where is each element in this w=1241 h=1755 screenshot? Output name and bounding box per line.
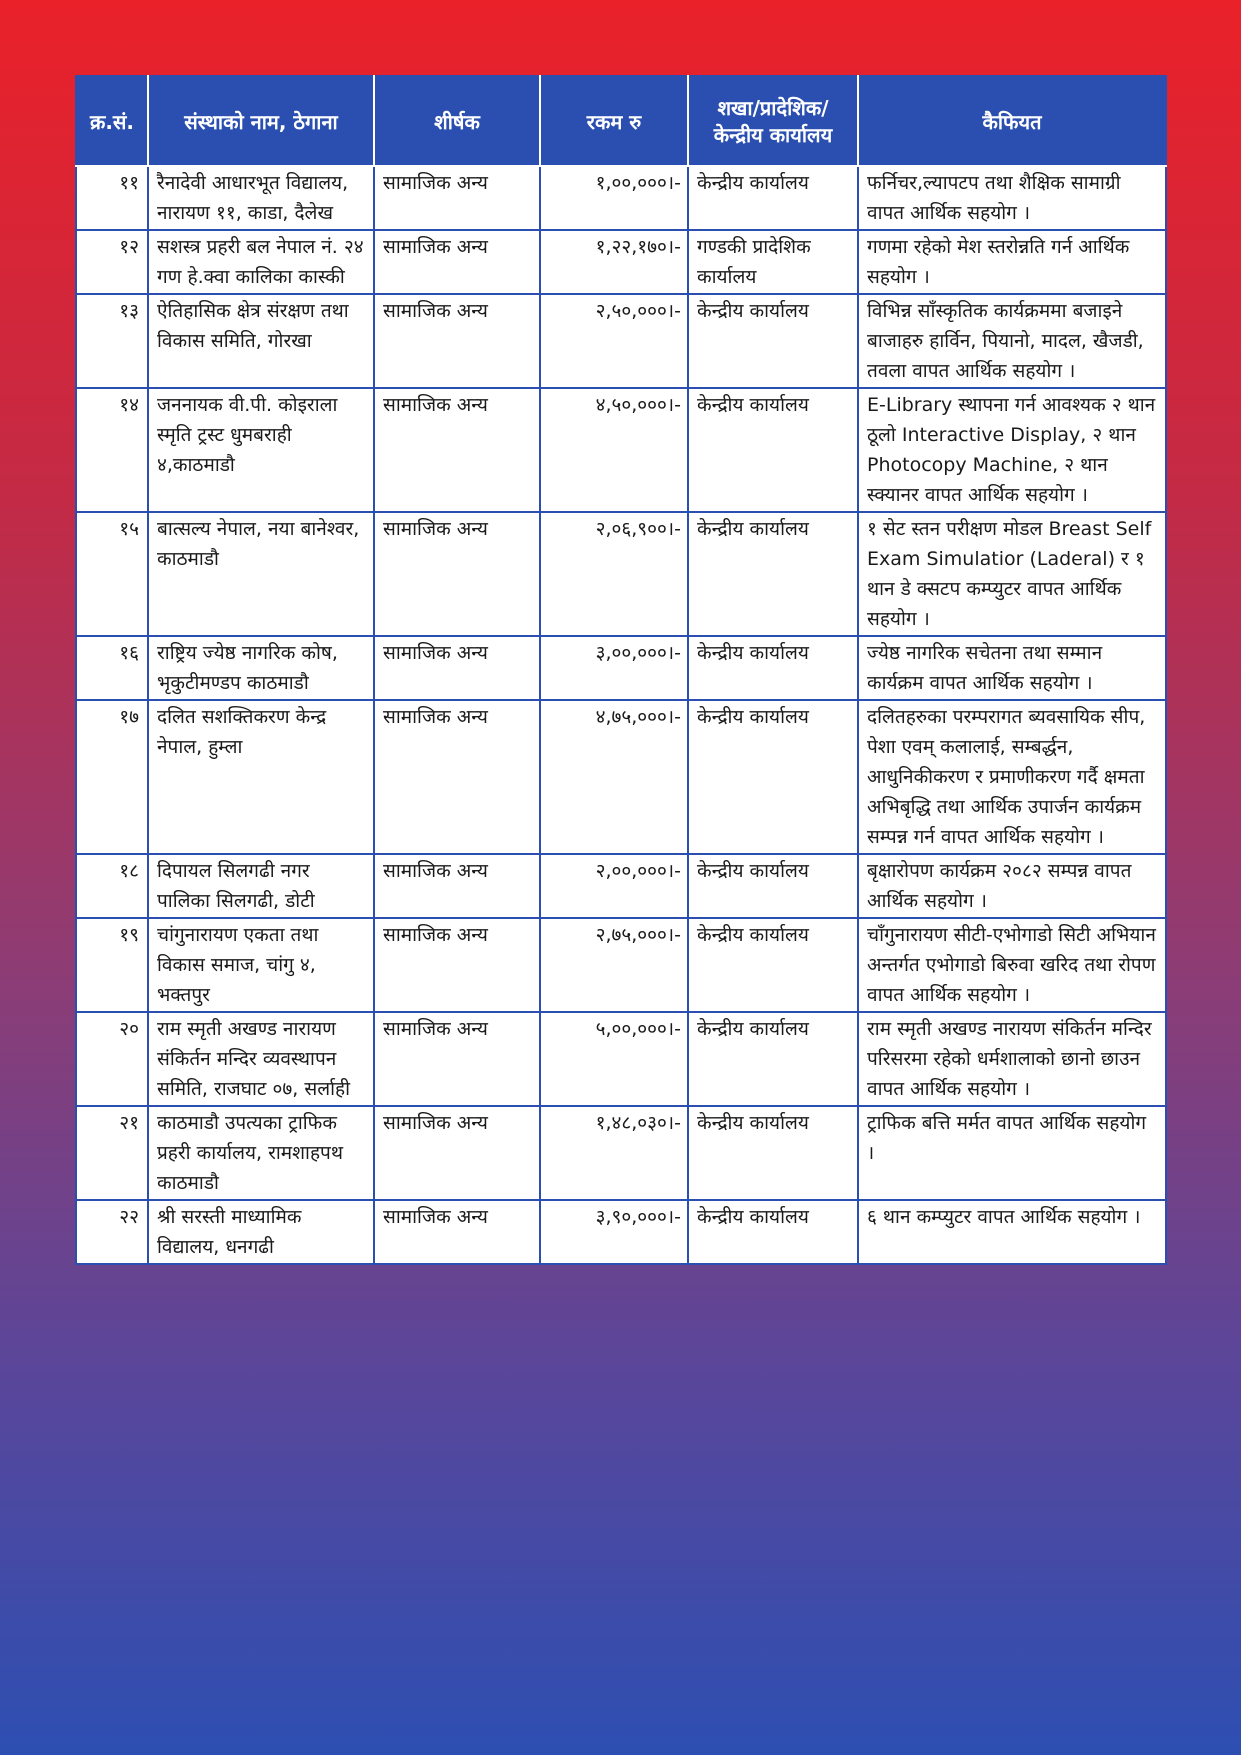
table-body: [76, 166, 1166, 1264]
cell-organization: काठमाडौ उपत्यका ट्राफिक प्रहरी कार्यालय, रामशाहपथ काठमाडौ: [148, 1106, 374, 1200]
cell-amount: १,२२,१७०।-: [540, 230, 688, 294]
cell-serial-number: १३: [76, 294, 148, 388]
cell-remarks: गणमा रहेको मेश स्तरोन्नति गर्न आर्थिक सहयोग ।: [858, 230, 1166, 294]
cell-organization: श्री सरस्ती माध्यामिक विद्यालय, धनगढी: [148, 1200, 374, 1264]
cell-heading: सामाजिक अन्य: [374, 636, 540, 700]
cell-serial-number: १५: [76, 512, 148, 636]
cell-heading: सामाजिक अन्य: [374, 700, 540, 854]
cell-heading: सामाजिक अन्य: [374, 388, 540, 512]
table-row: [76, 700, 1166, 854]
cell-amount: २,५०,०००।-: [540, 294, 688, 388]
cell-remarks: दलितहरुका परम्परागत ब्यवसायिक सीप, पेशा एवम् कलालाई, सम्बर्द्धन, आधुनिकीकरण र प्रमाणीकरण गर्दै क्षमता अभिबृद्धि तथा आर्थिक उपार्जन कार्यक्रम सम्पन्न गर्न वापत आर्थिक सहयोग ।: [858, 700, 1166, 854]
cell-office: केन्द्रीय कार्यालय: [688, 636, 858, 700]
table-row: [76, 1200, 1166, 1264]
cell-organization: चांगुनारायण एकता तथा विकास समाज, चांगु ४, भक्तपुर: [148, 918, 374, 1012]
cell-office: गण्डकी प्रादेशिक कार्यालय: [688, 230, 858, 294]
cell-office: केन्द्रीय कार्यालय: [688, 166, 858, 230]
cell-remarks: E-Library स्थापना गर्न आवश्यक २ थान ठूलो Interactive Display, २ थान Photocopy Machine, २ थान स्क्यानर वापत आर्थिक सहयोग ।: [858, 388, 1166, 512]
cell-organization: राष्ट्रिय ज्येष्ठ नागरिक कोष, भृकुटीमण्डप काठमाडौ: [148, 636, 374, 700]
cell-remarks: बृक्षारोपण कार्यक्रम २०८२ सम्पन्न वापत आर्थिक सहयोग ।: [858, 854, 1166, 918]
cell-amount: १,००,०००।-: [540, 166, 688, 230]
header-office-line1: शखा/प्रादेशिक/: [717, 96, 829, 120]
cell-amount: ३,९०,०००।-: [540, 1200, 688, 1264]
cell-organization: रैनादेवी आधारभूत विद्यालय, नारायण ११, काडा, दैलेख: [148, 166, 374, 230]
cell-office: केन्द्रीय कार्यालय: [688, 918, 858, 1012]
cell-amount: २,००,०००।-: [540, 854, 688, 918]
cell-remarks: चाँगुनारायण सीटी-एभोगाडो सिटी अभियान अन्तर्गत एभोगाडो बिरुवा खरिद तथा रोपण वापत आर्थिक सहयोग ।: [858, 918, 1166, 1012]
cell-organization: सशस्त्र प्रहरी बल नेपाल नं. २४ गण हे.क्वा कालिका कास्की: [148, 230, 374, 294]
cell-remarks: ट्राफिक बत्ति मर्मत वापत आर्थिक सहयोग ।: [858, 1106, 1166, 1200]
cell-organization: दिपायल सिलगढी नगर पालिका सिलगढी, डोटी: [148, 854, 374, 918]
cell-remarks: ६ थान कम्प्युटर वापत आर्थिक सहयोग ।: [858, 1200, 1166, 1264]
cell-serial-number: २०: [76, 1012, 148, 1106]
cell-office: केन्द्रीय कार्यालय: [688, 1200, 858, 1264]
cell-remarks: विभिन्न साँस्कृतिक कार्यक्रममा बजाइने बाजाहरु हार्विन, पियानो, मादल, खैजडी, तवला वापत आर्थिक सहयोग ।: [858, 294, 1166, 388]
cell-office: केन्द्रीय कार्यालय: [688, 294, 858, 388]
cell-heading: सामाजिक अन्य: [374, 854, 540, 918]
table-header-row: [76, 76, 1166, 166]
cell-amount: ४,७५,०००।-: [540, 700, 688, 854]
cell-amount: २,७५,०००।-: [540, 918, 688, 1012]
cell-heading: सामाजिक अन्य: [374, 166, 540, 230]
table-row: [76, 166, 1166, 230]
cell-heading: सामाजिक अन्य: [374, 512, 540, 636]
table-row: [76, 854, 1166, 918]
cell-serial-number: १७: [76, 700, 148, 854]
table-row: [76, 294, 1166, 388]
table-row: [76, 230, 1166, 294]
header-office: [688, 76, 858, 166]
cell-remarks: राम स्मृती अखण्ड नारायण संकिर्तन मन्दिर परिसरमा रहेको धर्मशालाको छानो छाउन वापत आर्थिक सहयोग ।: [858, 1012, 1166, 1106]
cell-serial-number: १९: [76, 918, 148, 1012]
cell-office: केन्द्रीय कार्यालय: [688, 1106, 858, 1200]
cell-heading: सामाजिक अन्य: [374, 1106, 540, 1200]
cell-organization: बात्सल्य नेपाल, नया बानेश्वर, काठमाडौ: [148, 512, 374, 636]
cell-serial-number: १४: [76, 388, 148, 512]
header-office-line2: केन्द्रीय कार्यालय: [713, 123, 833, 147]
cell-amount: ३,००,०००।-: [540, 636, 688, 700]
cell-heading: सामाजिक अन्य: [374, 230, 540, 294]
cell-serial-number: १६: [76, 636, 148, 700]
header-heading: शीर्षक: [374, 76, 540, 166]
cell-organization: दलित सशक्तिकरण केन्द्र नेपाल, हुम्ला: [148, 700, 374, 854]
cell-office: केन्द्रीय कार्यालय: [688, 854, 858, 918]
header-organization: संस्थाको नाम, ठेगाना: [148, 76, 374, 166]
cell-office: केन्द्रीय कार्यालय: [688, 700, 858, 854]
donation-table: [75, 75, 1167, 1265]
cell-serial-number: २२: [76, 1200, 148, 1264]
cell-serial-number: १८: [76, 854, 148, 918]
cell-office: केन्द्रीय कार्यालय: [688, 1012, 858, 1106]
cell-amount: ५,००,०००।-: [540, 1012, 688, 1106]
cell-organization: जननायक वी.पी. कोइराला स्मृति ट्रस्ट धुमबराही ४,काठमाडौ: [148, 388, 374, 512]
cell-heading: सामाजिक अन्य: [374, 918, 540, 1012]
cell-amount: २,०६,९००।-: [540, 512, 688, 636]
cell-heading: सामाजिक अन्य: [374, 294, 540, 388]
cell-heading: सामाजिक अन्य: [374, 1200, 540, 1264]
cell-amount: ४,५०,०००।-: [540, 388, 688, 512]
cell-serial-number: २१: [76, 1106, 148, 1200]
table-row: [76, 918, 1166, 1012]
cell-remarks: ज्येष्ठ नागरिक सचेतना तथा सम्मान कार्यक्रम वापत आर्थिक सहयोग ।: [858, 636, 1166, 700]
cell-organization: राम स्मृती अखण्ड नारायण संकिर्तन मन्दिर व्यवस्थापन समिति, राजघाट ०७, सर्लाही: [148, 1012, 374, 1106]
cell-serial-number: ११: [76, 166, 148, 230]
table-row: [76, 512, 1166, 636]
header-amount: रकम रु: [540, 76, 688, 166]
table-row: [76, 636, 1166, 700]
table-row: [76, 1012, 1166, 1106]
table-row: [76, 1106, 1166, 1200]
cell-remarks: फर्निचर,ल्यापटप तथा शैक्षिक सामाग्री वापत आर्थिक सहयोग ।: [858, 166, 1166, 230]
cell-remarks: १ सेट स्तन परीक्षण मोडल Breast Self Exam Simulatior (Laderal) र १ थान डे क्सटप कम्प्युटर वापत आर्थिक सहयोग ।: [858, 512, 1166, 636]
cell-heading: सामाजिक अन्य: [374, 1012, 540, 1106]
table-row: [76, 388, 1166, 512]
header-remarks: कैफियत: [858, 76, 1166, 166]
cell-organization: ऐतिहासिक क्षेत्र संरक्षण तथा विकास समिति, गोरखा: [148, 294, 374, 388]
cell-amount: १,४८,०३०।-: [540, 1106, 688, 1200]
document-page: [75, 75, 1165, 1265]
cell-serial-number: १२: [76, 230, 148, 294]
cell-office: केन्द्रीय कार्यालय: [688, 388, 858, 512]
header-serial-number: क्र.सं.: [76, 76, 148, 166]
cell-office: केन्द्रीय कार्यालय: [688, 512, 858, 636]
